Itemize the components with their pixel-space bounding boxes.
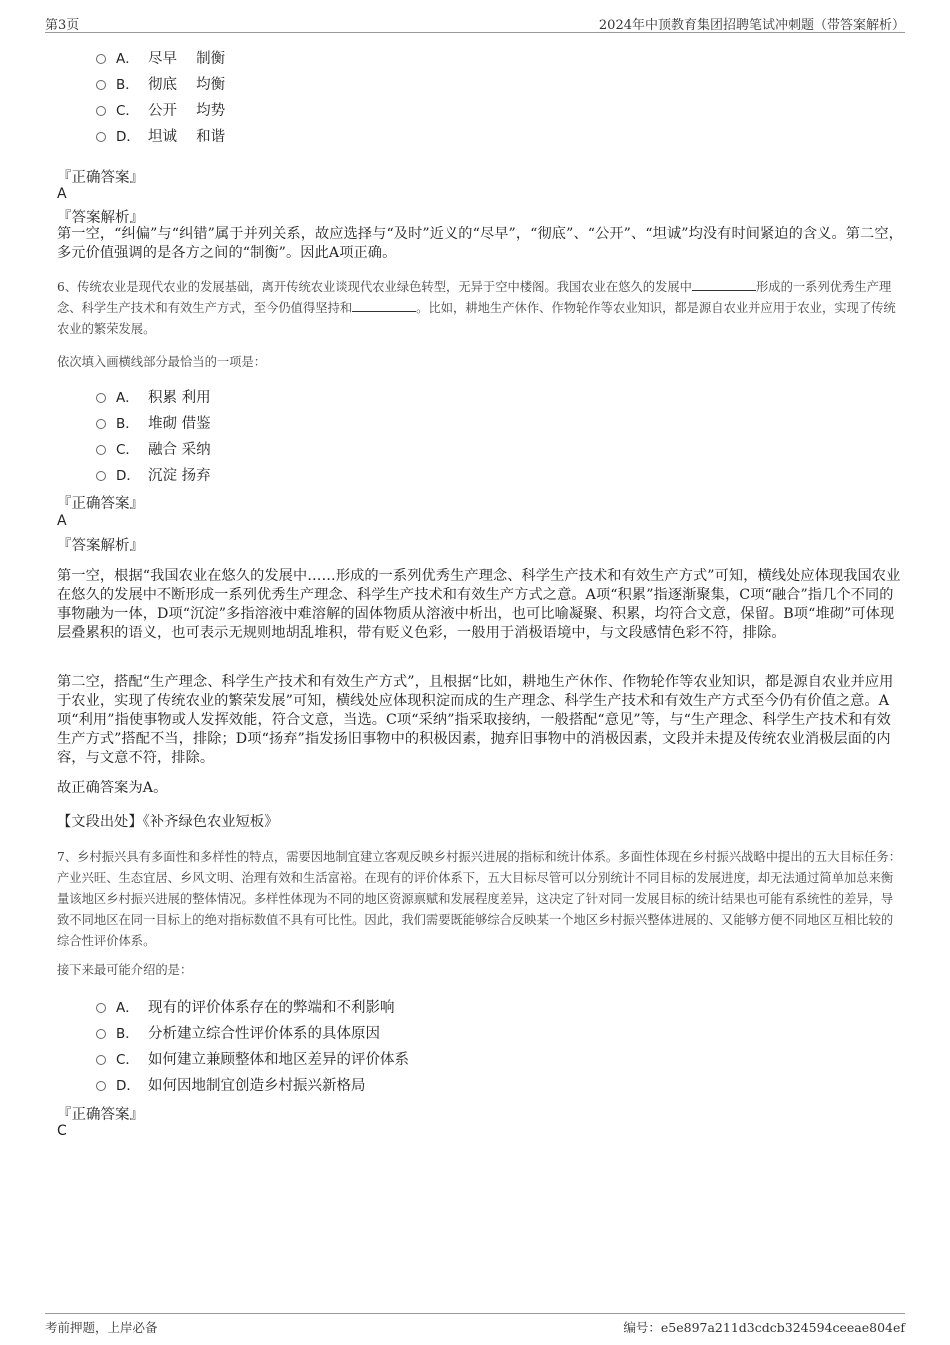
- q6-answer-tag: 『正确答案』: [57, 496, 144, 512]
- q7-option-a[interactable]: A． 现有的评价体系存在的弊端和不利影响: [96, 993, 409, 1019]
- page-number: 第3页: [45, 18, 80, 33]
- footer-serial: 编号：e5e897a211d3cdcb324594ceeae804ef: [623, 1320, 905, 1335]
- q7-answer: C: [57, 1123, 67, 1139]
- radio-icon[interactable]: [96, 1003, 106, 1013]
- q6-conclusion: 故正确答案为A。: [57, 780, 168, 796]
- radio-icon[interactable]: [96, 1029, 106, 1039]
- blank-line: [352, 300, 416, 312]
- q6-analysis-p1: 第一空，根据“我国农业在悠久的发展中……形成的一系列优秀生产理念、科学生产技术和有效生产方式”可知，横线处应体现我国农业在悠久的发展中不断形成一系列优秀生产理念、科学生产技术和有效生产方式之意。A项“积累”指逐渐聚集，C项“融合”指几个不同的事物融为一体，D项“沉淀”多指溶液中难溶解的固体物质从溶液中析出，也可比喻凝聚、积累，均符合文意，保留。B项“堆砌”可体现层叠累积的语义，也可表示无规则地胡乱堆积，带有贬义色彩，一般用于消极语境中，与文段感情色彩不符，排除。: [57, 568, 901, 641]
- q6-option-a[interactable]: A． 积累 利用: [96, 383, 211, 409]
- q7-option-d[interactable]: D． 如何因地制宜创造乡村振兴新格局: [96, 1071, 409, 1097]
- q6-option-c[interactable]: C． 融合 采纳: [96, 435, 211, 461]
- radio-icon[interactable]: [96, 80, 106, 90]
- q7-options: [96, 993, 409, 1097]
- q6-answer: A: [57, 513, 67, 529]
- q7-option-c[interactable]: C． 如何建立兼顾整体和地区差异的评价体系: [96, 1045, 409, 1071]
- q6-analysis-p2: 第二空，搭配“生产理念、科学生产技术和有效生产方式”，且根据“比如，耕地生产休作、作物轮作等农业知识，都是源自农业并应用于农业，实现了传统农业的繁荣发展”可知，横线处应体现积淀而成的生产理念、科学生产技术和有效生产方式至今仍有价值之意。A项“利用”指使事物或人发挥效能，符合文意，当选。C项“采纳”指采取接纳，一般搭配“意见”等，与“生产理念、科学生产技术和有效生产方式”搭配不当，排除；D项“扬弃”指发扬旧事物中的积极因素，抛弃旧事物中的消极因素，文段并未提及传统农业消极层面的内容，与文意不符，排除。: [57, 674, 894, 766]
- q5-options: [96, 44, 225, 148]
- q5-option-a[interactable]: A． 尽早 制衡: [96, 44, 225, 70]
- page-footer: [45, 1313, 905, 1335]
- radio-icon[interactable]: [96, 132, 106, 142]
- q7-answer-tag: 『正确答案』: [57, 1107, 144, 1123]
- q5-answer-tag: 『正确答案』: [57, 170, 144, 186]
- q7-stem: 7、乡村振兴具有多面性和多样性的特点，需要因地制宜建立客观反映乡村振兴进展的指标和统计体系。多面性体现在乡村振兴战略中提出的五大目标任务：产业兴旺、生态宜居、乡风文明、治理有效和生活富裕。在现有的评价体系下，五大目标尽管可以分别统计不同目标的发展进度，却无法通过简单加总来衡量该地区乡村振兴进展的整体情况。多样性体现为不同的地区资源禀赋和发展程度差异，这决定了针对同一发展目标的统计结果也可能有系统性的差异，导致不同地区在同一目标上的绝对指标数值不具有可比性。因此，我们需要既能够综合反映某一个地区乡村振兴整体进展的、又能够方便不同地区互相比较的综合性评价体系。: [57, 850, 902, 948]
- q5-option-d[interactable]: D． 坦诚 和谐: [96, 122, 225, 148]
- footer-slogan: 考前押题，上岸必备: [45, 1320, 158, 1335]
- q6-options: [96, 383, 211, 487]
- radio-icon[interactable]: [96, 419, 106, 429]
- q5-analysis: 第一空，“纠偏”与“纠错”属于并列关系，故应选择与“及时”近义的“尽早”，“彻底”、“公开”、“坦诚”均没有时间紧迫的含义。第二空，多元价值强调的是各方之间的“制衡”。因此A项正确。: [57, 226, 903, 261]
- q6-stem: 6、传统农业是现代农业的发展基础，离开传统农业谈现代农业绿色转型，无异于空中楼阁。我国农业在悠久的发展中 形成的一系列优秀生产理念、科学生产技术和有效生产方式，至今仍值得坚持和 。比如，耕地生产休作、作物轮作等农业知识，都是源自农业并应用于农业，实现了传统农业的繁荣发展。: [57, 280, 896, 336]
- radio-icon[interactable]: [96, 54, 106, 64]
- page-header: [45, 14, 905, 33]
- q5-analysis-tag: 『答案解析』: [57, 210, 144, 226]
- radio-icon[interactable]: [96, 393, 106, 403]
- q7-option-b[interactable]: B． 分析建立综合性评价体系的具体原因: [96, 1019, 409, 1045]
- q6-option-d[interactable]: D． 沉淀 扬弃: [96, 461, 211, 487]
- q6-option-b[interactable]: B． 堆砌 借鉴: [96, 409, 211, 435]
- radio-icon[interactable]: [96, 445, 106, 455]
- radio-icon[interactable]: [96, 106, 106, 116]
- q6-prompt: 依次填入画横线部分最恰当的一项是：: [57, 355, 267, 369]
- radio-icon[interactable]: [96, 1081, 106, 1091]
- q5-answer: A: [57, 186, 67, 202]
- radio-icon[interactable]: [96, 471, 106, 481]
- q5-option-b[interactable]: B． 彻底 均衡: [96, 70, 225, 96]
- blank-line: [692, 279, 756, 291]
- q7-prompt: 接下来最可能介绍的是：: [57, 963, 193, 977]
- q5-option-c[interactable]: C． 公开 均势: [96, 96, 225, 122]
- q6-analysis-tag: 『答案解析』: [57, 538, 144, 554]
- radio-icon[interactable]: [96, 1055, 106, 1065]
- document-title: 2024年中顶教育集团招聘笔试冲刺题（带答案解析）: [598, 18, 905, 33]
- q6-source: 【文段出处】《补齐绿色农业短板》: [57, 814, 279, 830]
